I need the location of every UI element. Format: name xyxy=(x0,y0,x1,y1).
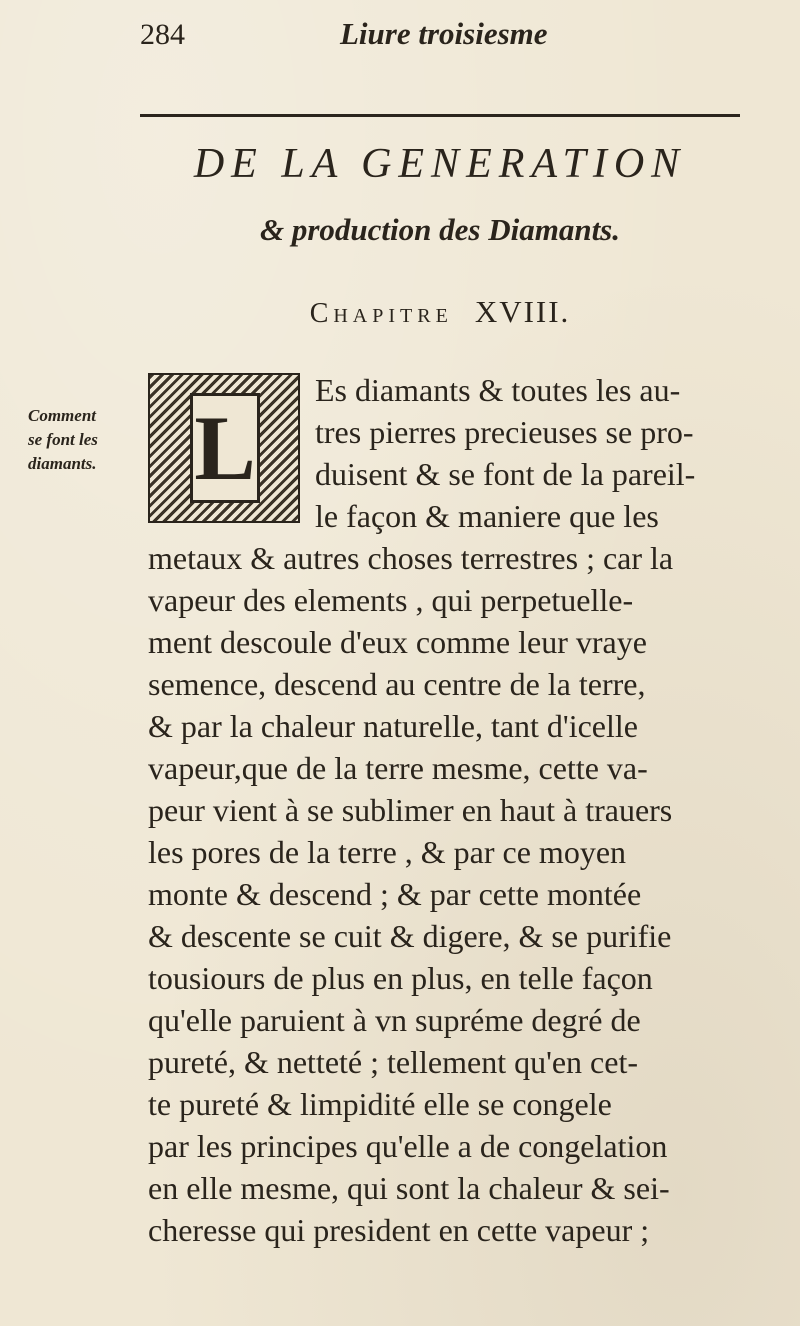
body-line: en elle mesme, qui sont la chaleur & sei- xyxy=(148,1170,670,1206)
chapter-subtitle: & production des Diamants. xyxy=(260,212,620,247)
margin-note xyxy=(28,404,138,476)
body-line: semence, descend au centre de la terre, xyxy=(148,666,646,702)
body-line: monte & descend ; & par cette montée xyxy=(148,876,642,912)
body-line: par les principes qu'elle a de congelation xyxy=(148,1128,668,1164)
chapter-word: Chapitre xyxy=(309,298,453,329)
margin-note-line: se font les xyxy=(28,430,98,449)
body-line: ment descoule d'eux comme leur vraye xyxy=(148,624,647,660)
body-line: vapeur des elements , qui perpetuelle- xyxy=(148,582,634,618)
drop-cap-letter: L xyxy=(190,393,260,503)
body-line: metaux & autres choses terrestres ; car la xyxy=(148,540,674,576)
body-line: le façon & maniere que les xyxy=(315,498,659,534)
body-line: cheresse qui president en cette vapeur ; xyxy=(148,1212,650,1248)
margin-note-line: diamants. xyxy=(28,454,97,473)
body-line: tousiours de plus en plus, en telle façon xyxy=(148,960,653,996)
body-line: vapeur,que de la terre mesme, cette va- xyxy=(148,750,648,786)
margin-note-line: Comment xyxy=(28,406,97,425)
ornamental-initial xyxy=(148,373,300,523)
body-line: Es diamants & toutes les au- xyxy=(315,372,681,408)
chapter-title: DE LA GENERATION xyxy=(193,141,687,187)
body-line: qu'elle paruient à vn supréme degré de xyxy=(148,1002,641,1038)
header-rule xyxy=(140,114,740,117)
body-line: pureté, & netteté ; tellement qu'en cet- xyxy=(148,1044,638,1080)
body-line: les pores de la terre , & par ce moyen xyxy=(148,834,627,870)
body-line: te pureté & limpidité elle se congele xyxy=(148,1086,612,1122)
body-line: & par la chaleur naturelle, tant d'icelle xyxy=(148,708,638,744)
body-line: & descente se cuit & digere, & se purifie xyxy=(148,918,672,954)
body-line: tres pierres precieuses se pro- xyxy=(315,414,694,450)
body-line: peur vient à se sublimer en haut à trauers xyxy=(148,792,673,828)
chapter-number: XVIII. xyxy=(474,294,571,329)
page-number: 284 xyxy=(140,18,185,51)
chapter-heading xyxy=(140,294,740,330)
body-line: duisent & se font de la pareil- xyxy=(315,456,696,492)
running-title: Liure troisiesme xyxy=(340,16,548,51)
